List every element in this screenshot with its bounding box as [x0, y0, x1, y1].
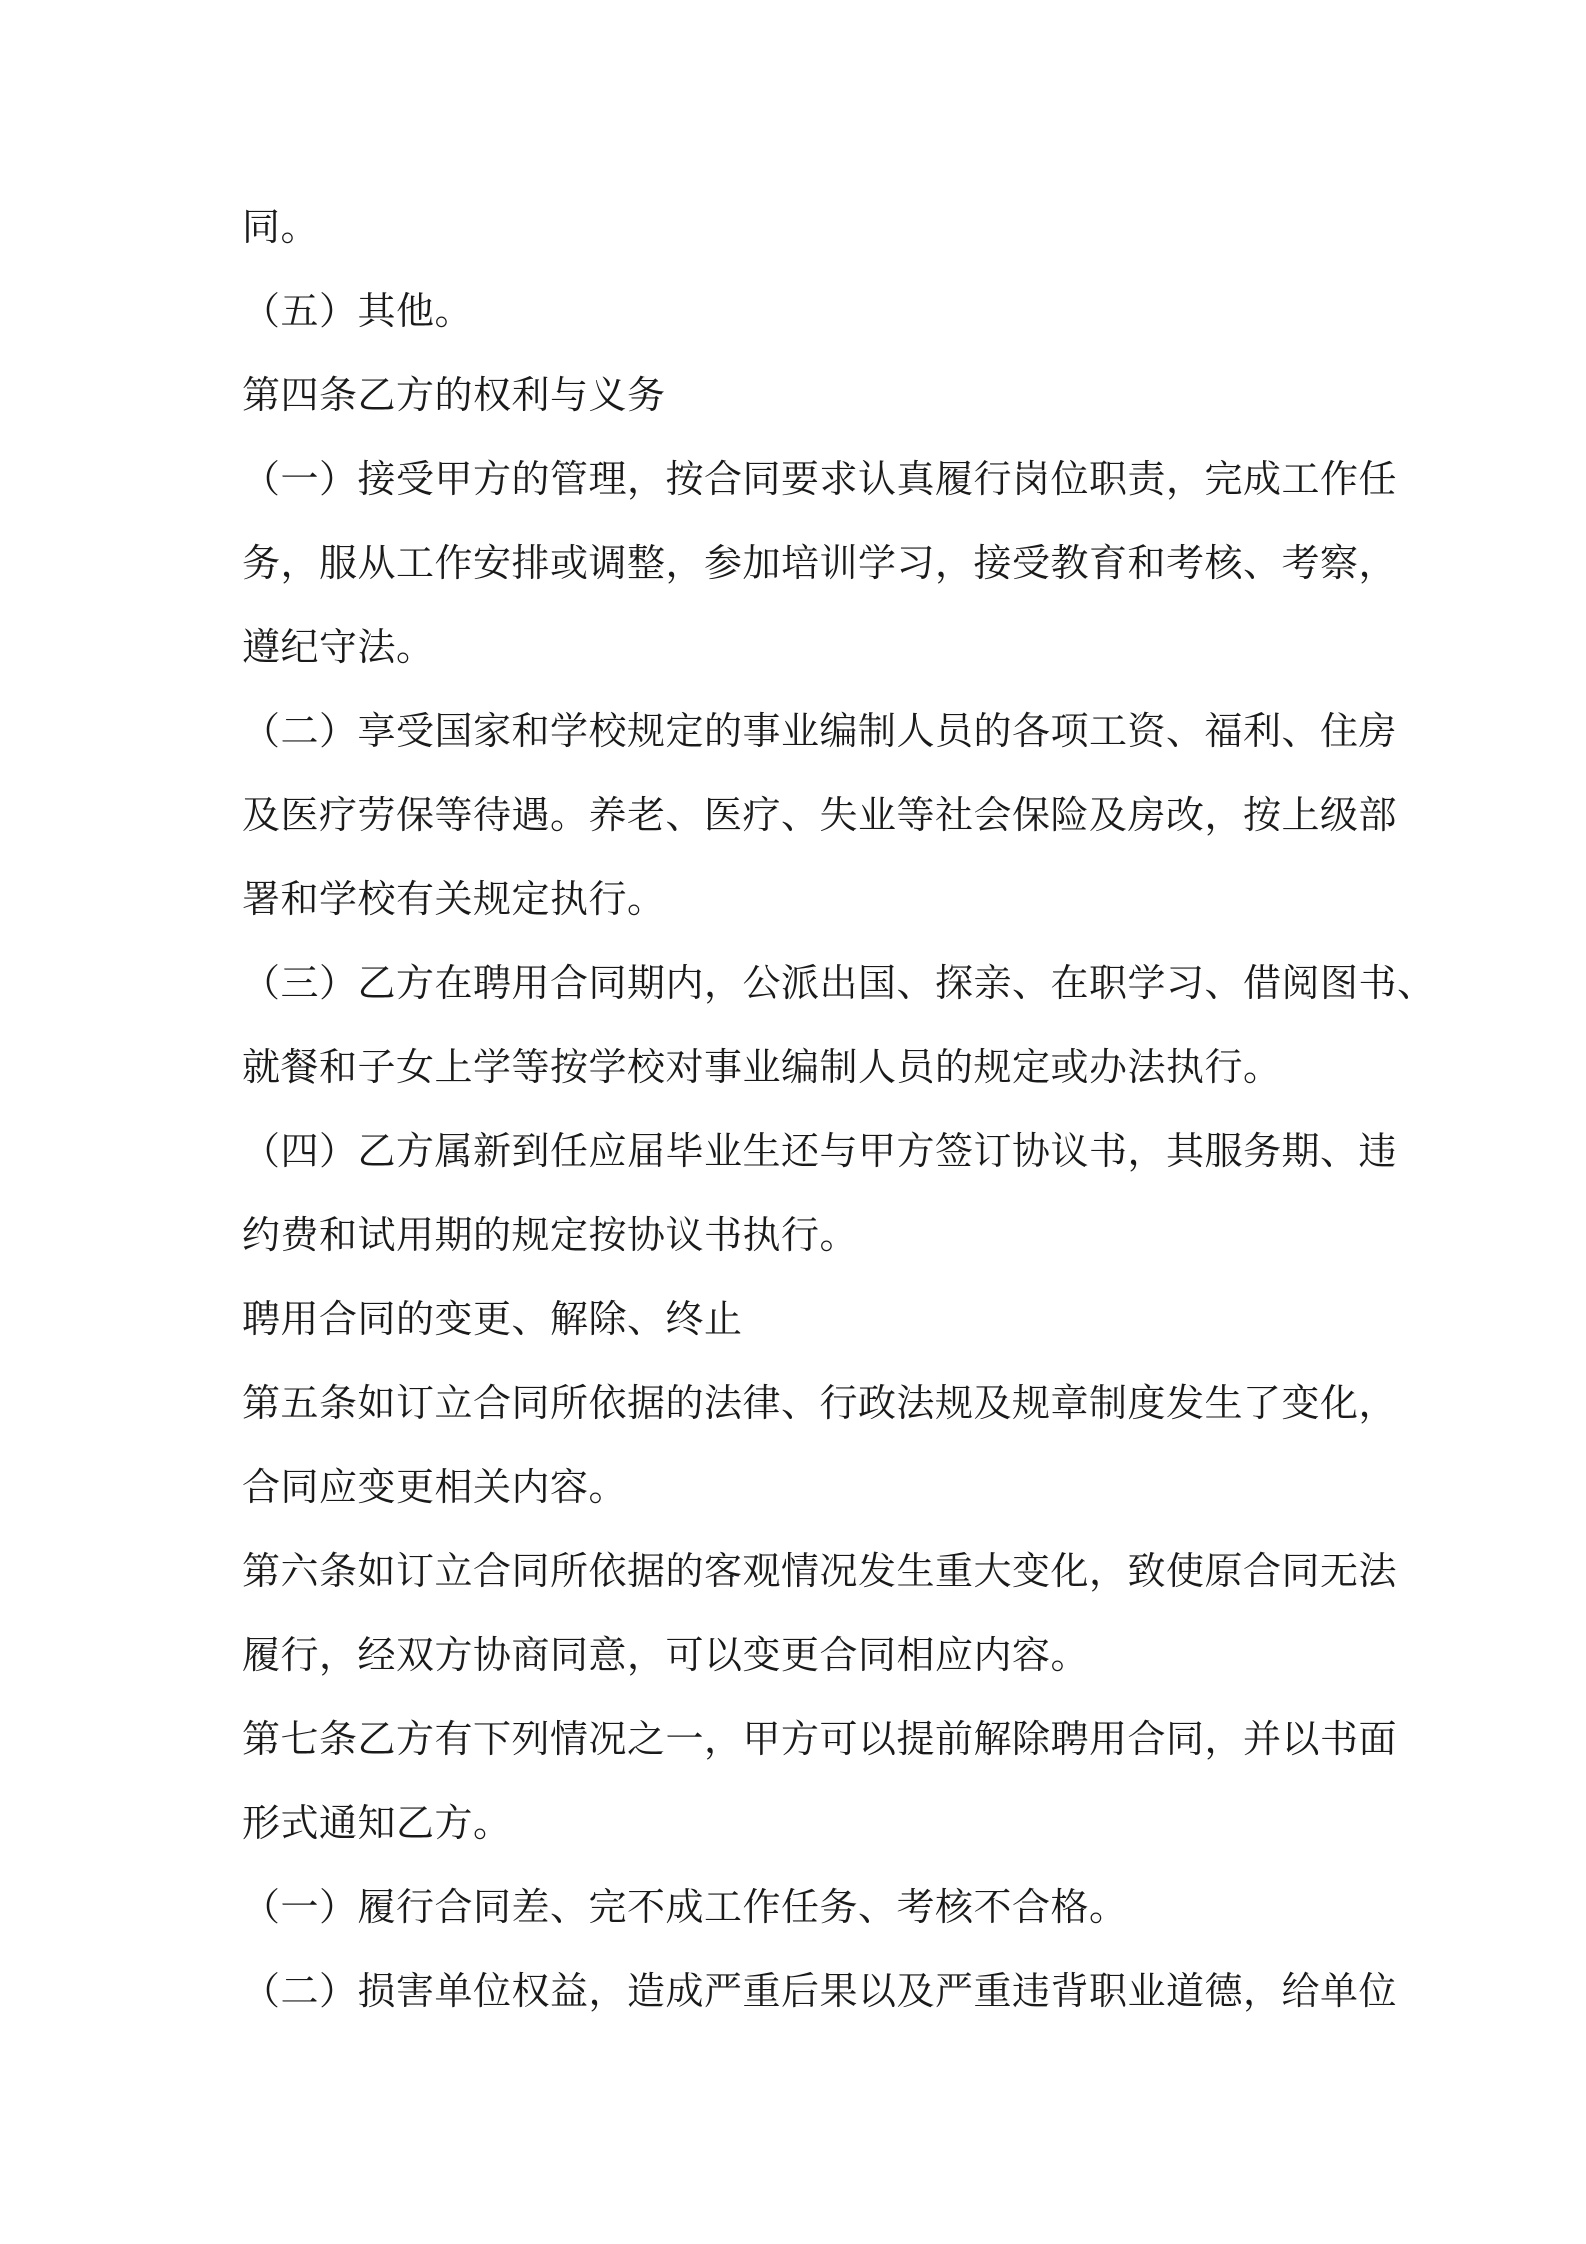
- text-line: （四）乙方属新到任应届毕业生还与甲方签订协议书，其服务期、违: [242, 1129, 1398, 1173]
- section-heading: 第四条乙方的权利与义务: [242, 373, 666, 417]
- text-line: （二）享受国家和学校规定的事业编制人员的各项工资、福利、住房: [242, 709, 1398, 753]
- text-line: 合同应变更相关内容。: [242, 1465, 628, 1509]
- text-line: 署和学校有关规定执行。: [242, 877, 666, 921]
- text-line: （一）接受甲方的管理，按合同要求认真履行岗位职责，完成工作任: [242, 457, 1398, 501]
- text-line: 遵纪守法。: [242, 625, 435, 669]
- text-line: 同。: [242, 205, 320, 249]
- text-line: （三）乙方在聘用合同期内，公派出国、探亲、在职学习、借阅图书、: [242, 961, 1436, 1005]
- text-line: （二）损害单位权益，造成严重后果以及严重违背职业道德，给单位: [242, 1969, 1398, 2013]
- text-line: 务，服从工作安排或调整，参加培训学习，接受教育和考核、考察，: [242, 541, 1398, 585]
- text-line: （一）履行合同差、完不成工作任务、考核不合格。: [242, 1885, 1128, 1929]
- text-line: 第五条如订立合同所依据的法律、行政法规及规章制度发生了变化，: [242, 1381, 1398, 1425]
- text-line: 约费和试用期的规定按协议书执行。: [242, 1213, 859, 1257]
- text-line: 第七条乙方有下列情况之一，甲方可以提前解除聘用合同，并以书面: [242, 1717, 1398, 1761]
- text-line: （五）其他。: [242, 289, 474, 333]
- text-line: 就餐和子女上学等按学校对事业编制人员的规定或办法执行。: [242, 1045, 1282, 1089]
- text-line: 履行，经双方协商同意，可以变更合同相应内容。: [242, 1633, 1090, 1677]
- text-line: 形式通知乙方。: [242, 1801, 512, 1845]
- text-line: 第六条如订立合同所依据的客观情况发生重大变化，致使原合同无法: [242, 1549, 1398, 1593]
- section-heading: 聘用合同的变更、解除、终止: [242, 1297, 743, 1341]
- text-line: 及医疗劳保等待遇。养老、医疗、失业等社会保险及房改，按上级部: [242, 793, 1398, 837]
